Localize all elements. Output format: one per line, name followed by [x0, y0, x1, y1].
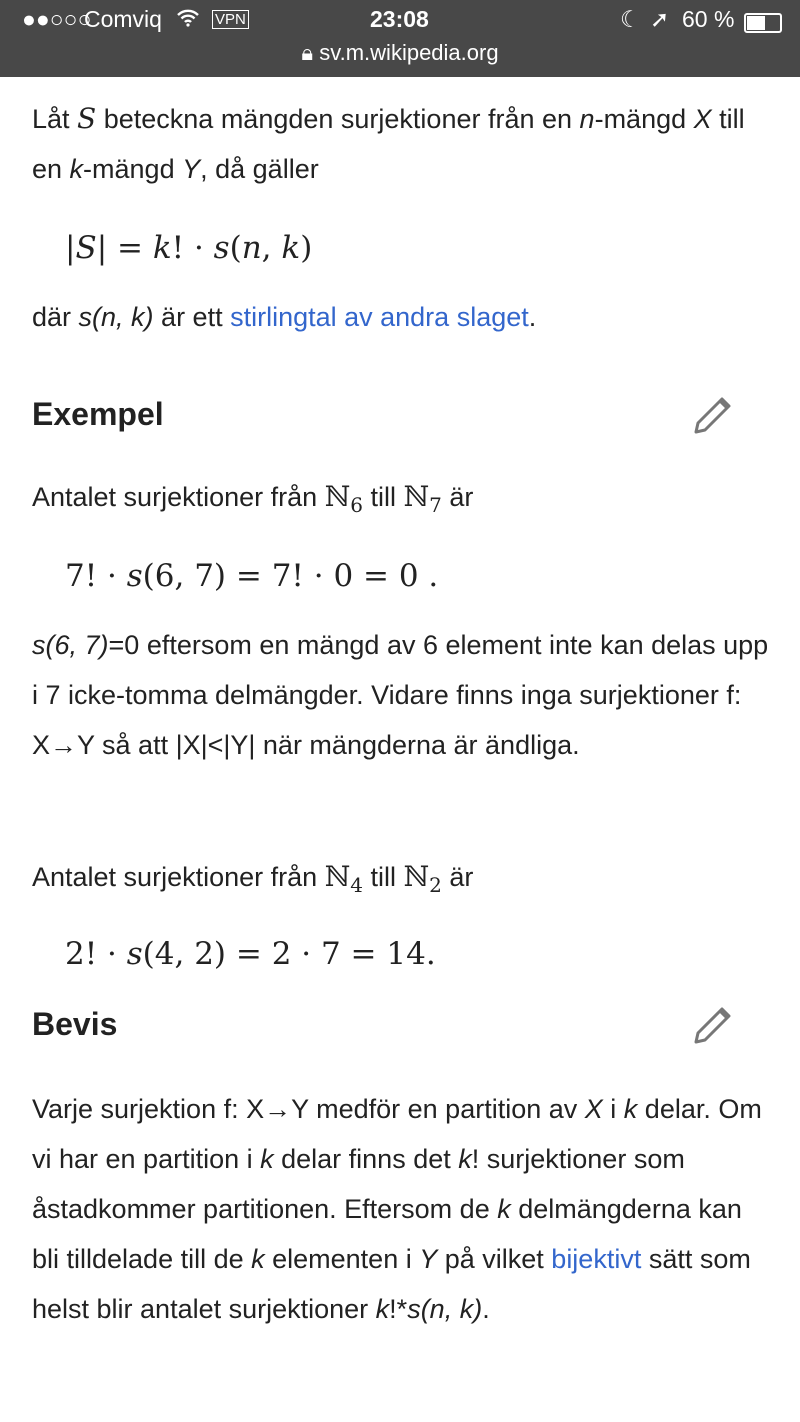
math-text: X	[693, 104, 712, 134]
pencil-icon[interactable]	[690, 1004, 738, 1046]
wifi-icon	[176, 6, 200, 33]
math-text: ℕ	[403, 860, 430, 893]
text-segment: sätt som helst blir antalet surjektioner	[32, 1244, 751, 1324]
math-text: Y	[419, 1244, 438, 1274]
moon-icon: ☾	[620, 6, 641, 32]
subscript: 7	[429, 493, 442, 517]
math-text: k	[497, 1194, 511, 1224]
math-text: k	[458, 1144, 472, 1174]
text-segment: elementen i	[264, 1244, 420, 1274]
paragraph-example-2	[32, 852, 772, 910]
text-segment: delar. Om vi har en partition i	[32, 1094, 762, 1174]
math-text: ℕ	[403, 480, 430, 513]
signal-strength: ●●○○○	[22, 6, 92, 32]
battery-percent: 60 %	[682, 6, 735, 32]
text-segment: .	[528, 302, 537, 332]
wiki-link[interactable]: stirlingtal av andra slaget	[230, 302, 529, 332]
paragraph-example-explanation	[32, 620, 772, 770]
math-text: s(6, 7)	[32, 630, 109, 660]
ios-status-bar	[0, 0, 800, 77]
text-segment: är ett	[153, 302, 231, 332]
text-segment: är	[441, 482, 474, 512]
equation-example-1: 7! · s(6, 7) = 7! · 0 = 0 .	[65, 558, 439, 594]
subscript: 6	[350, 493, 363, 517]
math-text: k	[251, 1244, 265, 1274]
math-text: ℕ	[324, 860, 351, 893]
heading-exempel: Exempel	[32, 396, 164, 432]
text-segment: är	[441, 862, 474, 892]
math-text: s(n, k)	[78, 302, 154, 332]
paragraph-definition	[32, 94, 772, 194]
text-segment: till	[362, 862, 404, 892]
text-segment: där	[32, 302, 79, 332]
text-segment: !*	[389, 1294, 408, 1324]
text-segment: , då gäller	[200, 154, 319, 184]
math-text: k	[623, 1094, 638, 1124]
text-segment: på vilket	[437, 1244, 552, 1274]
math-text: k	[260, 1144, 274, 1174]
text-segment: -mängd	[594, 104, 694, 134]
location-arrow-icon: ➚	[650, 6, 670, 32]
text-segment: beteckna mängden surjektioner från en	[96, 104, 580, 134]
carrier-name: Comviq	[84, 6, 162, 32]
math-text: X	[584, 1094, 603, 1124]
text-segment: delmängderna kan bli tilldelade till de	[32, 1194, 742, 1274]
text-segment: i	[602, 1094, 624, 1124]
equation-example-2: 2! · s(4, 2) = 2 · 7 = 14.	[65, 936, 436, 972]
address-bar[interactable]	[0, 40, 800, 66]
subscript: 4	[350, 873, 363, 897]
math-text: k	[69, 154, 84, 184]
pencil-icon[interactable]	[690, 394, 738, 436]
math-text: ℕ	[324, 480, 351, 513]
text-segment: -mängd	[83, 154, 183, 184]
wiki-link[interactable]: bijektivt	[551, 1244, 642, 1274]
url-text: sv.m.wikipedia.org	[319, 40, 499, 65]
vpn-badge: VPN	[212, 10, 249, 29]
text-segment: =0 eftersom en mängd av 6 element inte kan delas upp i 7 icke-tomma delmängder. Vidare finns inga surjektioner f: X→Y så att |X|<|Y| när mängderna är ändliga.	[32, 630, 769, 760]
text-segment: Låt	[32, 104, 78, 134]
paragraph-stirling	[32, 292, 772, 342]
heading-bevis: Bevis	[32, 1006, 118, 1042]
text-segment: ! surjektioner som åstadkommer partitionen. Eftersom de	[32, 1144, 685, 1224]
paragraph-proof	[32, 1084, 772, 1334]
text-segment: Antalet surjektioner från	[32, 482, 325, 512]
text-segment: delar finns det	[273, 1144, 459, 1174]
text-segment: Varje surjektion f: X→Y medför en partition av	[32, 1094, 585, 1124]
equation-surjection-count: |S| = k! · s(n, k)	[65, 230, 313, 266]
math-text: k	[375, 1294, 390, 1324]
clock: 23:08	[370, 6, 429, 32]
math-text: Y	[182, 154, 201, 184]
lock-icon: 🔒︎	[301, 40, 314, 65]
math-text: S	[77, 102, 97, 135]
math-text: s(n, k)	[407, 1294, 483, 1324]
text-segment: .	[482, 1294, 490, 1324]
battery-icon	[744, 10, 782, 37]
text-segment: till en	[32, 104, 745, 184]
paragraph-example-1	[32, 472, 772, 530]
text-segment: Antalet surjektioner från	[32, 862, 325, 892]
subscript: 2	[429, 873, 442, 897]
text-segment: till	[362, 482, 404, 512]
math-text: n	[579, 104, 595, 134]
